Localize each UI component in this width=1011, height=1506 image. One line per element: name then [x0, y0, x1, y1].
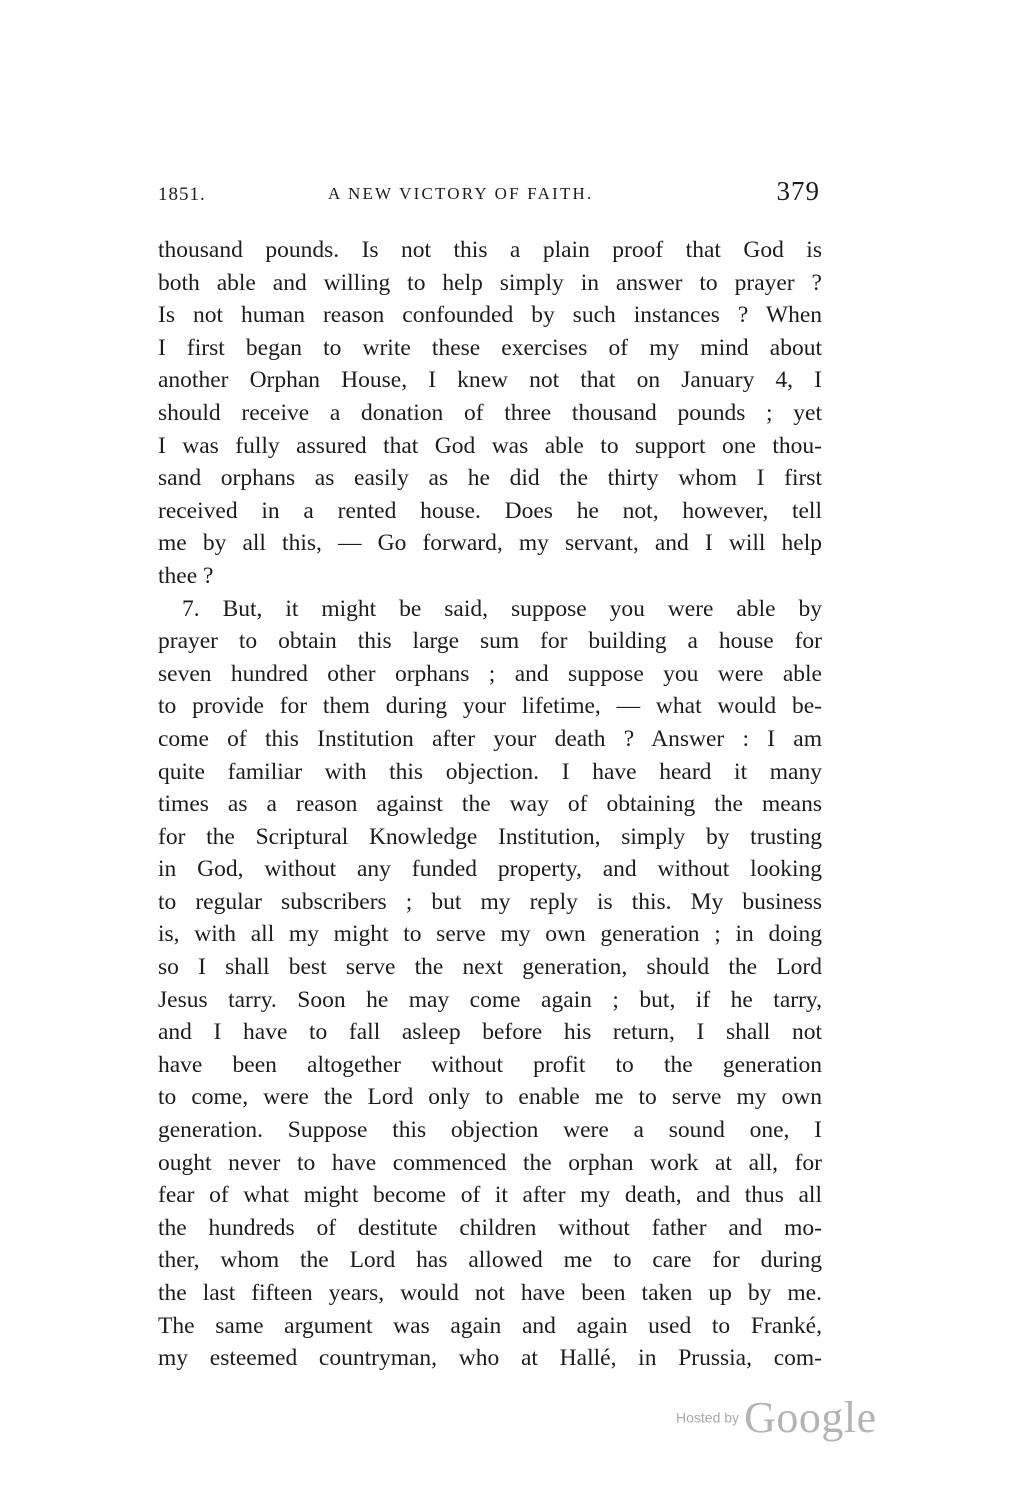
watermark-prefix: Hosted by — [676, 1409, 740, 1426]
text-line: ought never to have commenced the orphan work at all, for — [158, 1149, 822, 1176]
text-line: both able and willing to help simply in answer to prayer ? — [158, 269, 822, 296]
text-line: thee ? — [158, 562, 214, 589]
google-logo: Google — [744, 1393, 877, 1442]
running-head — [158, 176, 820, 210]
text-line: to come, were the Lord only to enable me to serve my own — [158, 1084, 822, 1111]
text-line: so I shall best serve the next generation, should the Lord — [158, 954, 822, 981]
text-line: Jesus tarry. Soon he may come again ; but, if he tarry, — [158, 986, 822, 1013]
text-line: sand orphans as easily as he did the thirty whom I first — [158, 465, 822, 492]
text-line: fear of what might become of it after my death, and thus all — [158, 1182, 822, 1209]
text-line: and I have to fall asleep before his return, I shall not — [158, 1019, 822, 1046]
text-line: seven hundred other orphans ; and suppose you were able — [158, 660, 822, 687]
body-text — [158, 234, 822, 1375]
text-line: received in a rented house. Does he not, however, tell — [158, 497, 822, 524]
text-line: prayer to obtain this large sum for building a house for — [158, 628, 822, 655]
text-line: is, with all my might to serve my own generation ; in doing — [158, 921, 822, 948]
hosted-by-google-watermark — [676, 1392, 877, 1443]
text-line: generation. Suppose this objection were a sound one, I — [158, 1117, 822, 1144]
text-line: I was fully assured that God was able to support one thou- — [158, 432, 822, 459]
text-line: I first began to write these exercises of my mind about — [158, 334, 822, 361]
text-line: my esteemed countryman, who at Hallé, in Prussia, com- — [158, 1345, 822, 1372]
text-line: me by all this, — Go forward, my servant, and I will help — [158, 530, 822, 557]
text-line: in God, without any funded property, and without looking — [158, 856, 822, 883]
text-line: should receive a donation of three thousand pounds ; yet — [158, 399, 822, 426]
text-line: the hundreds of destitute children without father and mo- — [158, 1214, 822, 1241]
running-head-title: A NEW VICTORY OF FAITH. — [328, 184, 594, 203]
text-line: Is not human reason confounded by such instances ? When — [158, 302, 822, 329]
text-line: thousand pounds. Is not this a plain proof that God is — [158, 237, 822, 263]
text-line: quite familiar with this objection. I have heard it many — [158, 758, 822, 785]
page-number: 379 — [776, 176, 820, 206]
text-line: to regular subscribers ; but my reply is this. My business — [158, 888, 822, 915]
text-line: the last fifteen years, would not have been taken up by me. — [158, 1280, 822, 1306]
text-line: The same argument was again and again used to Franké, — [158, 1312, 822, 1339]
paragraph-start-line: 7. But, it might be said, suppose you were able by — [182, 595, 822, 622]
running-head-year: 1851. — [158, 184, 206, 205]
text-line: come of this Institution after your death ? Answer : I am — [158, 725, 822, 752]
text-line: ther, whom the Lord has allowed me to care for during — [158, 1247, 822, 1274]
text-line: for the Scriptural Knowledge Institution, simply by trusting — [158, 823, 822, 850]
text-line: to provide for them during your lifetime, — what would be- — [158, 693, 822, 720]
text-line: have been altogether without profit to the generation — [158, 1051, 822, 1078]
text-line: another Orphan House, I knew not that on January 4, I — [158, 367, 822, 394]
text-line: times as a reason against the way of obtaining the means — [158, 791, 822, 818]
